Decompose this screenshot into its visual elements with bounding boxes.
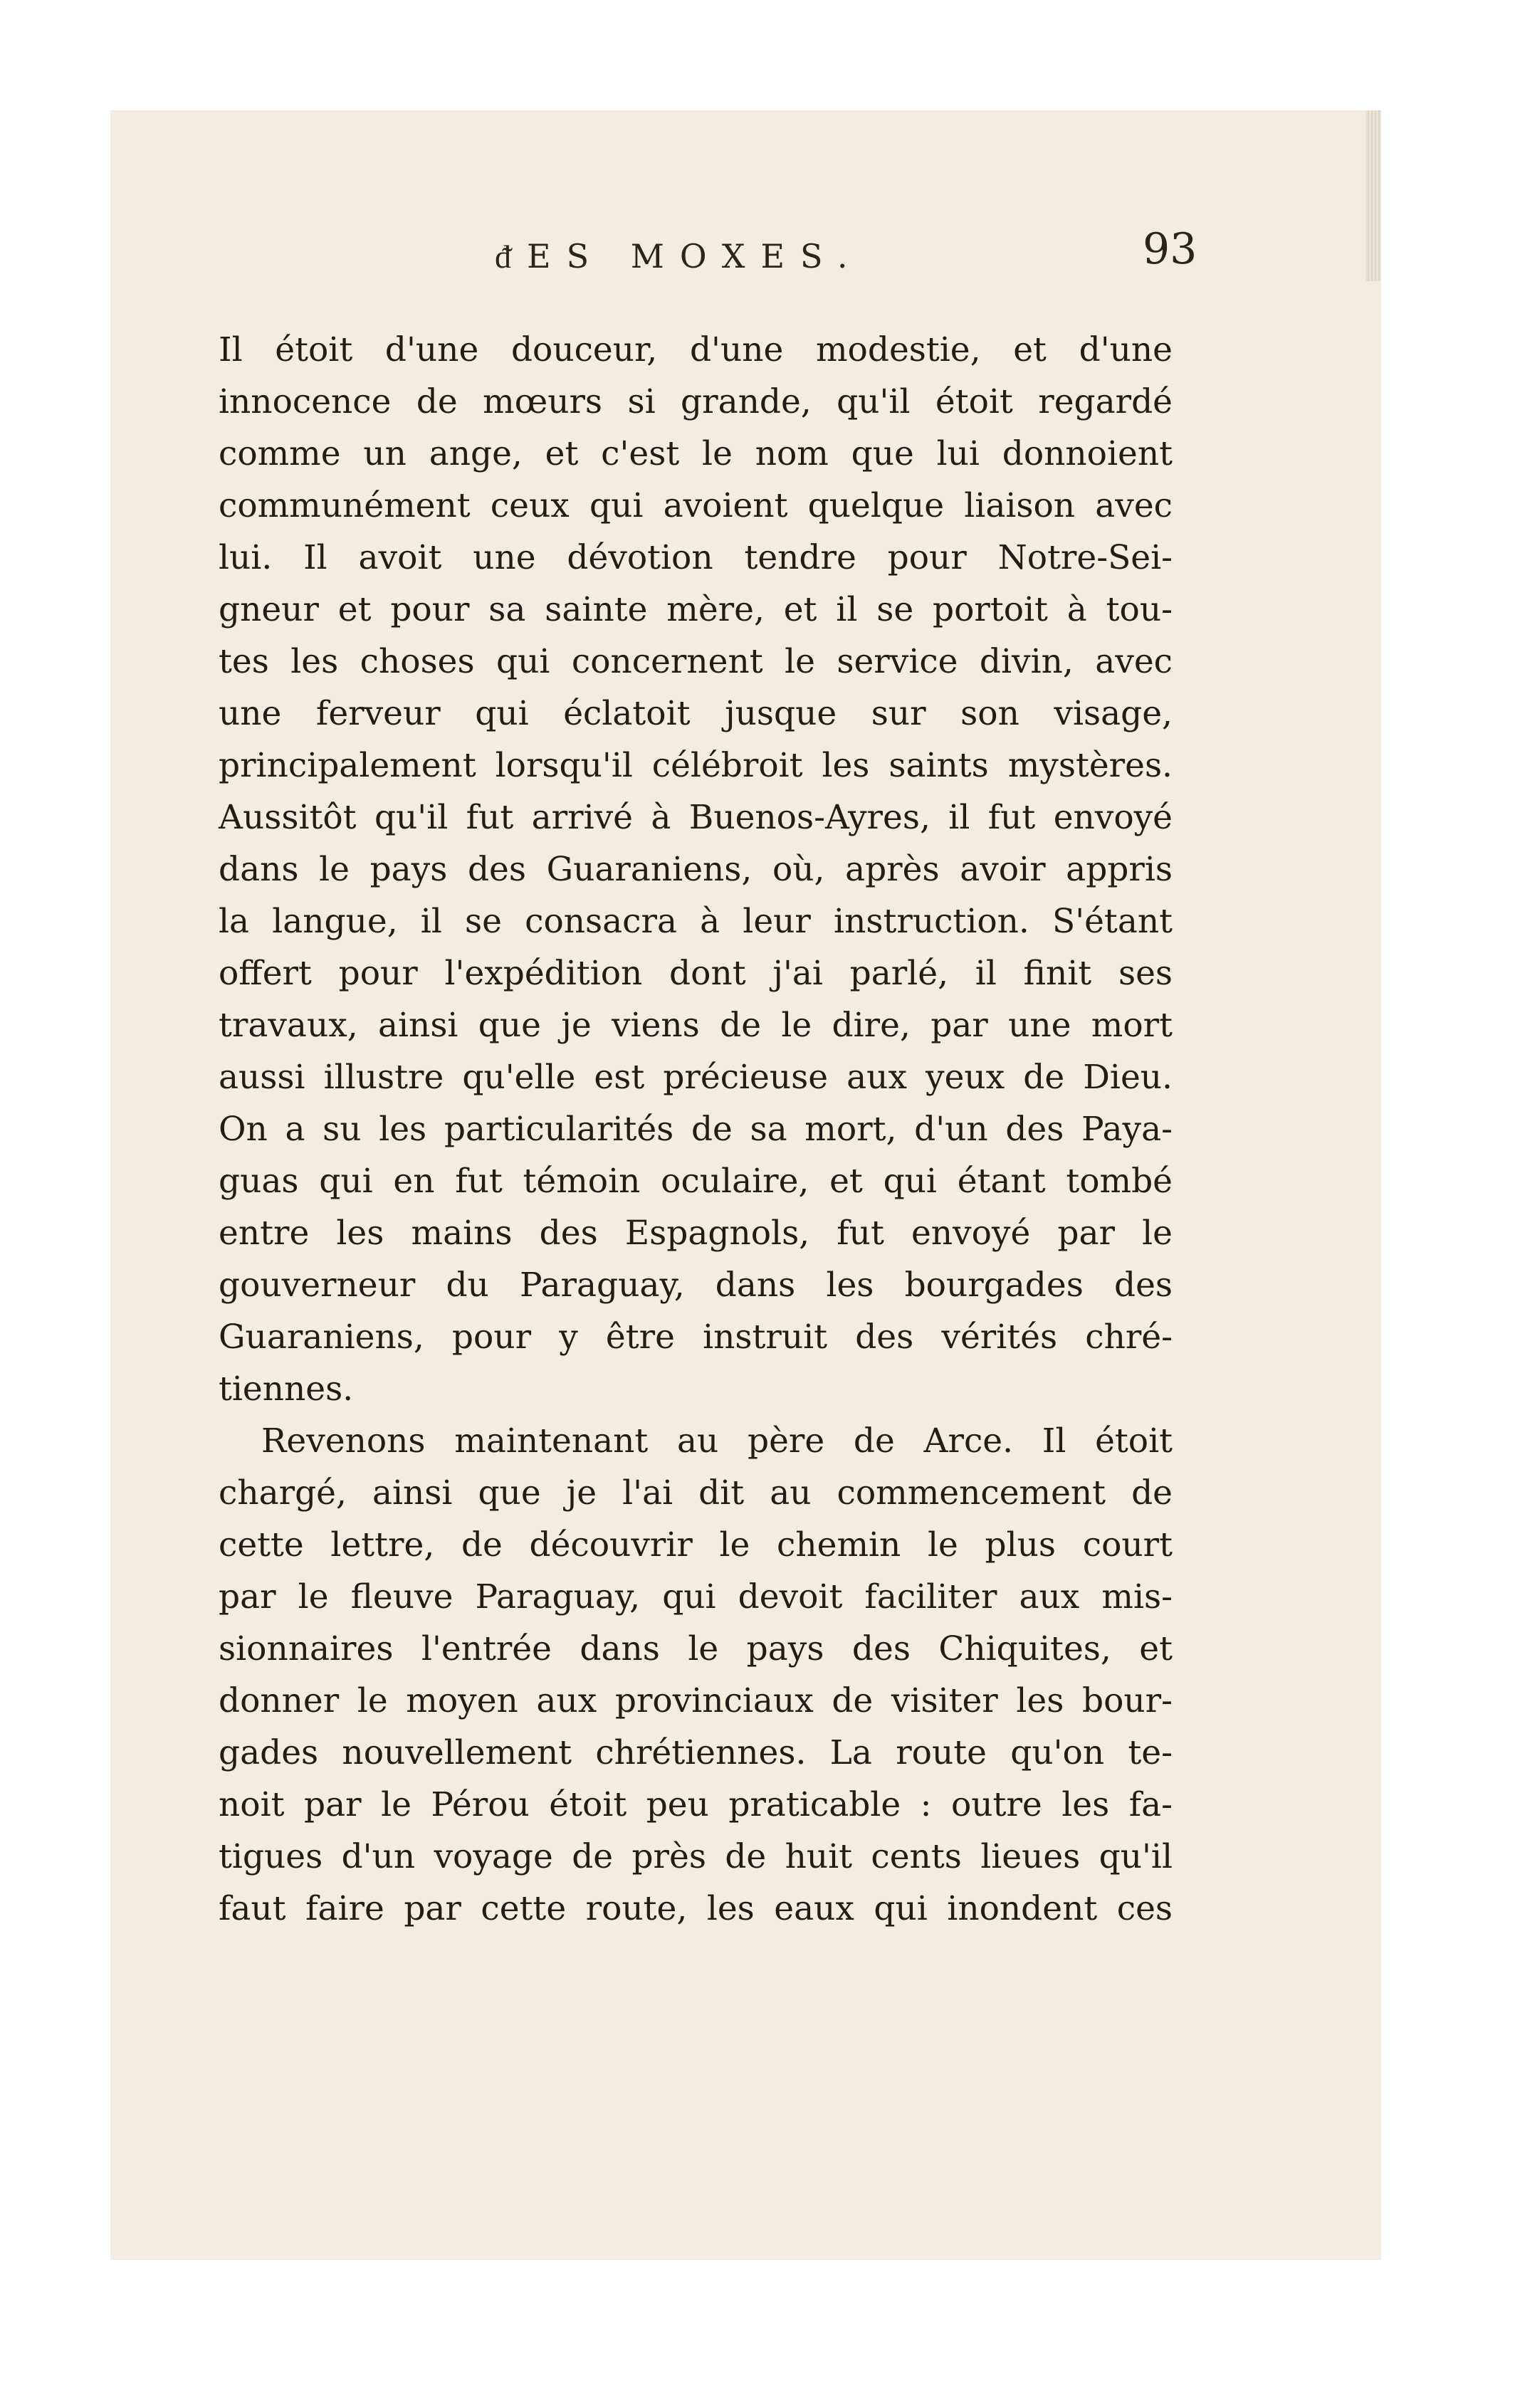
text-line: dans le pays des Guaraniens, où, après avoir appris [219, 850, 1173, 889]
text-line: offert pour l'expédition dont j'ai parlé, il finit ses [219, 954, 1173, 993]
text-line: donner le moyen aux provinciaux de visiter les bour- [219, 1681, 1173, 1720]
text-line: Aussitôt qu'il fut arrivé à Buenos-Ayres, il fut envoyé [219, 798, 1173, 837]
text-line: Revenons maintenant au père de Arce. Il étoit [261, 1421, 1173, 1461]
text-line: guas qui en fut témoin oculaire, et qui étant tombé [219, 1162, 1173, 1201]
page-number: 93 [1143, 224, 1197, 274]
text-line: sionnaires l'entrée dans le pays des Chiquites, et [219, 1629, 1173, 1668]
text-line: communément ceux qui avoient quelque liaison avec [219, 486, 1173, 525]
text-line: comme un ange, et c'est le nom que lui donnoient [219, 434, 1173, 473]
running-head: ᵭES MOXES. [495, 237, 864, 275]
body-text [219, 324, 1173, 1935]
text-line: gades nouvellement chrétiennes. La route qu'on te- [219, 1733, 1173, 1772]
text-line: Guaraniens, pour y être instruit des vérités chré- [219, 1318, 1173, 1357]
text-line: tiennes. [219, 1369, 354, 1409]
text-line: principalement lorsqu'il célébroit les saints mystères. [219, 746, 1173, 785]
text-line: innocence de mœurs si grande, qu'il étoit regardé [219, 382, 1173, 421]
text-line: lui. Il avoit une dévotion tendre pour Notre-Sei- [219, 538, 1173, 577]
text-line: On a su les particularités de sa mort, d'un des Paya- [219, 1110, 1173, 1149]
text-line: par le fleuve Paraguay, qui devoit faciliter aux mis- [219, 1577, 1173, 1616]
text-line: faut faire par cette route, les eaux qui inondent ces [219, 1889, 1173, 1928]
text-line: cette lettre, de découvrir le chemin le plus court [219, 1525, 1173, 1565]
text-line: travaux, ainsi que je viens de le dire, par une mort [219, 1006, 1173, 1045]
text-line: gouverneur du Paraguay, dans les bourgades des [219, 1266, 1173, 1305]
text-line: la langue, il se consacra à leur instruction. S'étant [219, 902, 1173, 941]
text-line: Il étoit d'une douceur, d'une modestie, et d'une [219, 330, 1173, 369]
text-line: noit par le Pérou étoit peu praticable : outre les fa- [219, 1785, 1173, 1824]
book-page [110, 110, 1381, 2260]
page-edge [1365, 110, 1381, 281]
text-line: une ferveur qui éclatoit jusque sur son visage, [219, 694, 1173, 733]
text-line: aussi illustre qu'elle est précieuse aux yeux de Dieu. [219, 1058, 1173, 1097]
text-line: chargé, ainsi que je l'ai dit au commencement de [219, 1473, 1173, 1513]
text-line: tes les choses qui concernent le service divin, avec [219, 642, 1173, 681]
text-line: gneur et pour sa sainte mère, et il se portoit à tou- [219, 590, 1173, 629]
text-line: tigues d'un voyage de près de huit cents lieues qu'il [219, 1837, 1173, 1876]
text-line: entre les mains des Espagnols, fut envoyé par le [219, 1214, 1173, 1253]
